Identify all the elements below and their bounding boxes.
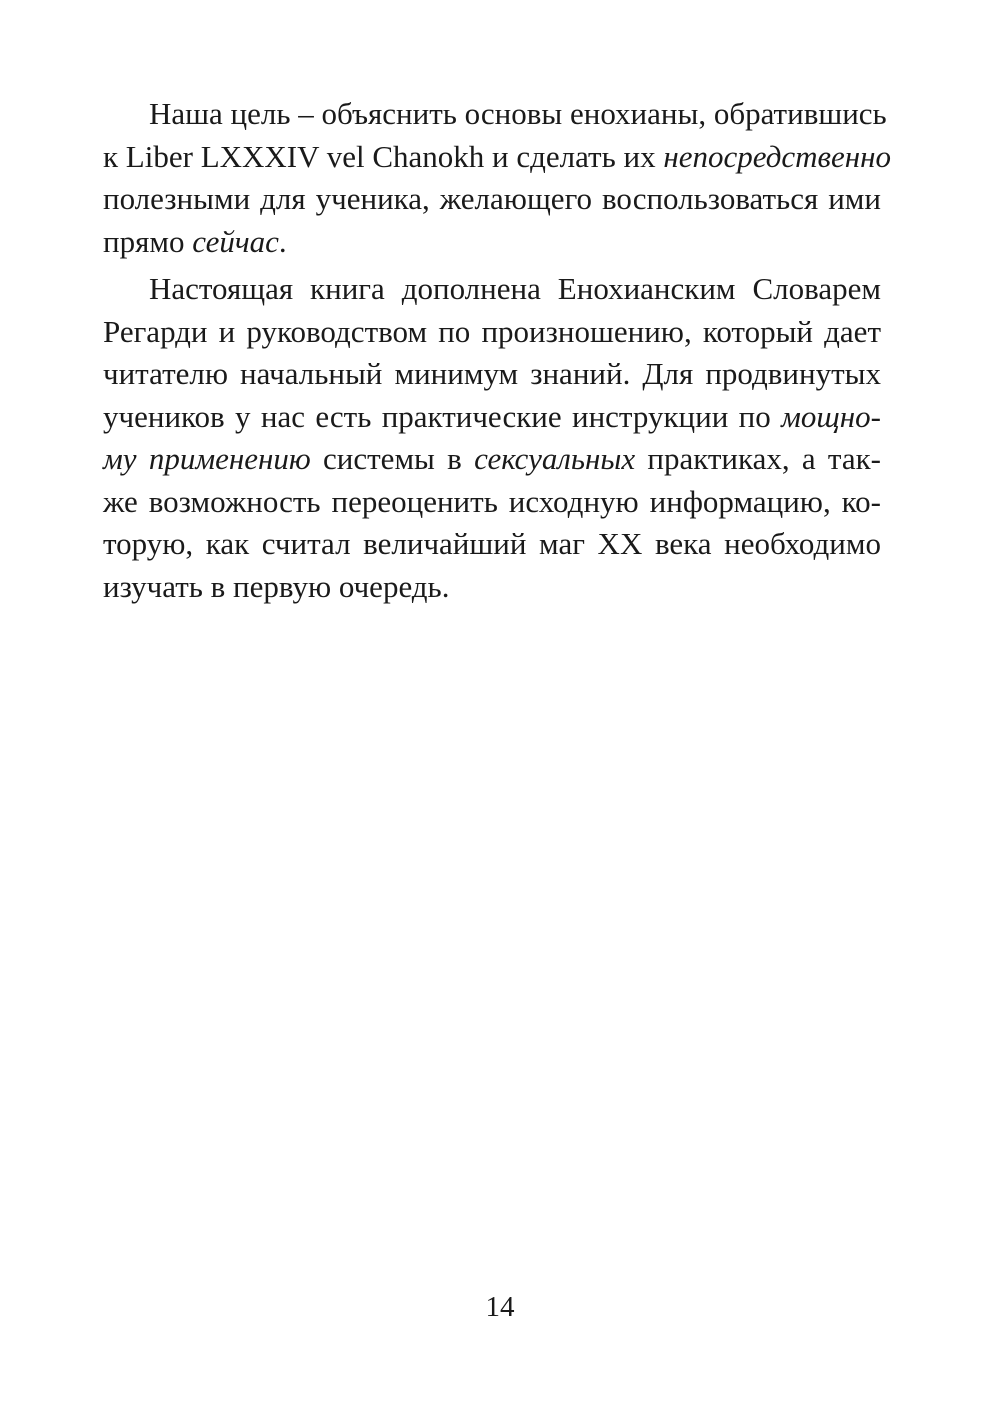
text-line [103,268,881,311]
text-run: прямо [103,223,193,259]
text-run: полезными для ученика, желающего воспользоваться ими [103,181,881,216]
paragraph [103,93,892,263]
text-run: . [278,223,287,259]
text-run: же возможность переоценить исходную информацию, ко- [103,483,881,519]
text-line [103,178,881,221]
text-line [103,481,881,524]
text-run: учеников у нас есть практические инструкции по [103,398,782,434]
text-run: практиках, а так- [635,441,881,476]
text-line [103,311,881,354]
text-run: торую, как считал величайший маг XX века необходимо [103,526,881,561]
italic-text: непосредственно [663,138,892,174]
text-line [103,136,892,179]
text-run: к Liber LXXXIV vel Chanokh и сделать их [103,138,664,174]
paragraph [103,268,881,608]
text-run: читателю начальный минимум знаний. Для продвинутых [103,356,881,391]
italic-text: сексуальных [474,441,636,476]
text-line [103,396,881,439]
text-line [103,353,881,396]
text-line [103,566,881,609]
text-line [103,221,881,264]
text-run: системы в [310,441,475,476]
text-run: Наша цель – объяснить основы енохианы, обратившись [149,96,887,131]
text-run: Настоящая книга дополнена Енохианским Словарем [149,271,881,306]
text-line [103,523,881,566]
text-run: Регарди и руководством по произношению, который дает [103,313,881,349]
text-line [103,93,887,136]
text-run: изучать в первую очередь. [103,568,450,604]
text-line [103,438,881,481]
body-text [103,93,892,613]
italic-text: сейчас [192,223,279,259]
italic-text: мощно- [781,398,881,434]
italic-text: му применению [103,441,311,476]
page-number: 14 [485,1291,515,1323]
